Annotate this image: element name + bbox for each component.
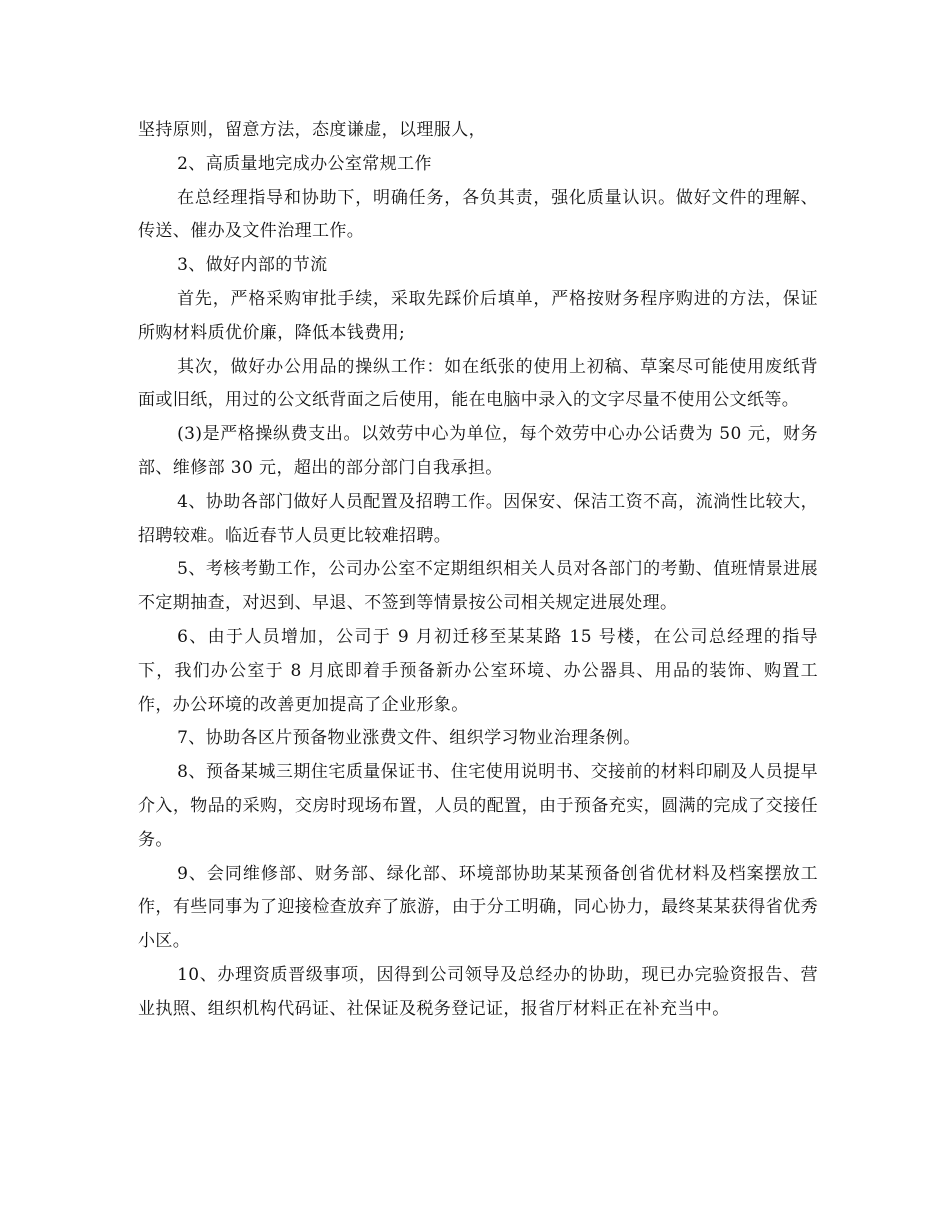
paragraph-item-6: 6、由于人员增加，公司于 9 月初迁移至某某路 15 号楼，在公司总经理的指导下，我们办公室于 8 月底即着手预备新办公室环境、办公器具、用品的装饰、购置工作，办公环境的改善更加提高了企业形象。	[138, 626, 818, 715]
paragraph-item-5: 5、考核考勤工作，公司办公室不定期组织相关人员对各部门的考勤、值班情景进展不定期抽查，对迟到、早退、不签到等情景按公司相关规定进展处理。	[138, 559, 818, 614]
paragraph-item-7: 7、协助各区片预备物业涨费文件、组织学习物业治理条例。	[177, 728, 641, 749]
paragraph-first: 首先，严格采购审批手续，采取先踩价后填单，严格按财务程序购进的方法，保证所购材料质优价廉，降低本钱费用;	[138, 288, 818, 343]
paragraph-continuation: 坚持原则，留意方法，态度谦虚，以理服人，	[138, 120, 486, 140]
paragraph-item-9: 9、会同维修部、财务部、绿化部、环境部协助某某预备创省优材料及档案摆放工作，有些同事为了迎接检查放弃了旅游，由于分工明确，同心协力，最终某某获得省优秀小区。	[138, 863, 818, 952]
paragraph-item-2-body: 在总经理指导和协助下，明确任务，各负其责，强化质量认识。做好文件的理解、传送、催办及文件治理工作。	[138, 187, 818, 242]
paragraph-item-4: 4、协助各部门做好人员配置及招聘工作。因保安、保洁工资不高，流淌性比较大，招聘较难。临近春节人员更比较难招聘。	[138, 491, 818, 546]
document-page	[138, 114, 818, 1027]
paragraph-second: 其次，做好办公用品的操纵工作：如在纸张的使用上初稿、草案尽可能使用废纸背面或旧纸，用过的公文纸背面之后使用，能在电脑中录入的文字尽量不使用公文纸等。	[138, 356, 818, 411]
heading-item-3: 3、做好内部的节流	[177, 255, 328, 276]
heading-item-2: 2、高质量地完成办公室常规工作	[177, 153, 432, 174]
paragraph-item-8: 8、预备某城三期住宅质量保证书、住宅使用说明书、交接前的材料印刷及人员提早介入，物品的采购，交房时现场布置，人员的配置，由于预备充实，圆满的完成了交接任务。	[138, 762, 818, 850]
paragraph-item-10: 10、办理资质晋级事项，因得到公司领导及总经办的协助，现已办完验资报告、营业执照、组织机构代码证、社保证及税务登记证，报省厅材料正在补充当中。	[138, 964, 818, 1019]
paragraph-third: (3)是严格操纵费支出。以效劳中心为单位，每个效劳中心办公话费为 50 元，财务部、维修部 30 元，超出的部分部门自我承担。	[138, 424, 818, 478]
